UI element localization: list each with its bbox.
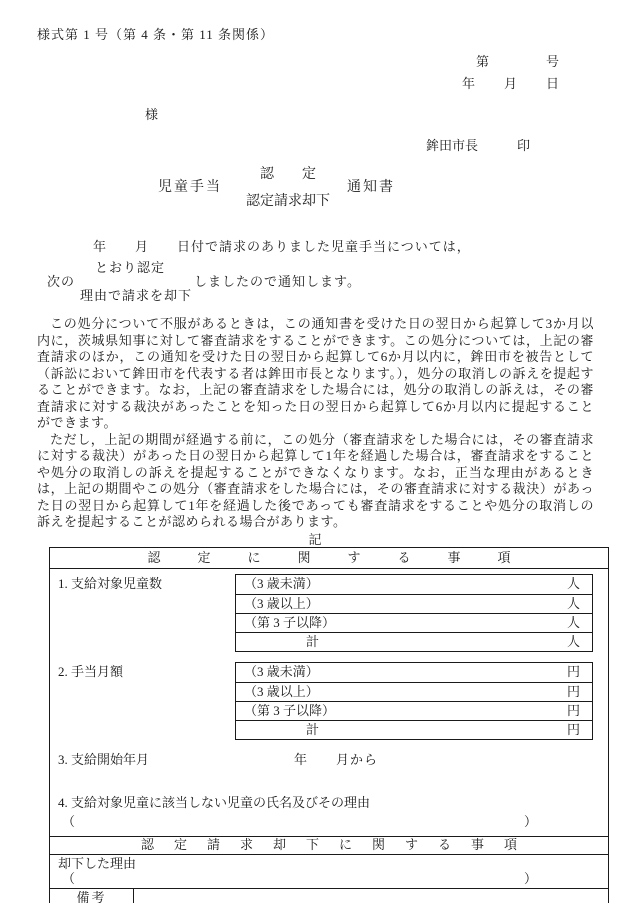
paren-close: ） xyxy=(523,870,537,886)
item-child-count xyxy=(50,574,608,652)
row-category: （3 歳未満） xyxy=(244,663,319,679)
legal-paragraph-2: ただし，上記の期間が経過する前に，この処分（審査請求をした場合には，その審査請求に対する裁決）があった日の翌日から起算して1年を経過した場合は，審査請求をすることや処分の取消しの訴えを提起することができなくなります。なお，正当な理由があるときは，上記の期間やこの処分（審査請求をした場合には，その審査請求に対する裁決）があった日の翌日から起算して1年を経過した後であっても審査請求をすることや処分の取消しの訴えを提起することが認められる場合があります。 xyxy=(37,431,594,529)
table-row xyxy=(236,613,592,632)
row-category: 計 xyxy=(306,633,320,649)
body-intro-line: 年 月 日付で請求のありました児童手当については， xyxy=(93,239,471,254)
row-category: （3 歳以上） xyxy=(244,595,319,611)
rejection-reason-blank xyxy=(50,871,537,886)
legal-paragraph-1: この処分について不服があるときは，この通知書を受けた日の翌日から起算して3か月以内に，茨城県知事に対して審査請求をすることができます。この処分については，上記の審査請求のほか，この通知を受けた日の翌日から起算して6か月以内に，鉾田市を被告として（訴訟において鉾田市を代表する者は鉾田市長となります。），処分の取消しの訴えを提起することができます。なお，上記の審査請求をした場合には，処分の取消しの訴えは，その審査請求に対する裁決があったことを知った日の翌日から起算して6か月以内に提起することができます。 xyxy=(37,316,594,430)
section2-header-text: 認定請求却下に関する事項 xyxy=(140,836,537,852)
seal-mark: 印 xyxy=(516,138,530,153)
title-prefix: 児童手当 xyxy=(158,180,222,195)
result-option-approval: とおり認定 xyxy=(95,259,166,275)
table-row xyxy=(236,663,592,682)
item3-value: 年 月から xyxy=(294,751,379,767)
row-unit: 円 xyxy=(566,702,580,718)
rejection-reason-cell xyxy=(50,855,608,889)
table-row-total xyxy=(236,632,592,651)
date-line: 年 月 日 xyxy=(461,76,560,91)
section1-header-text: 認定に関する事項 xyxy=(147,549,548,565)
remarks-label: 備考 xyxy=(50,889,134,903)
result-suffix: しましたので通知します。 xyxy=(194,273,361,289)
remarks-value xyxy=(134,889,608,903)
excluded-children-blank xyxy=(50,812,537,831)
notice-table xyxy=(49,547,609,903)
table-row xyxy=(236,701,592,720)
addressee-suffix: 様 xyxy=(145,107,159,122)
item3-label: 3. 支給開始年月 xyxy=(58,751,150,767)
item1-label: 1. 支給対象児童数 xyxy=(58,575,163,591)
section2-header xyxy=(50,836,608,855)
monthly-amount-subtable xyxy=(235,662,593,740)
result-prefix: 次の xyxy=(47,273,76,289)
row-unit: 円 xyxy=(566,663,580,679)
issuer-line xyxy=(0,135,630,154)
rejection-reason-label: 却下した理由 xyxy=(58,855,137,871)
title-option-rejection: 認定請求却下 xyxy=(246,193,330,209)
issuer-name: 鉾田市長 xyxy=(425,138,478,153)
remarks-row xyxy=(50,889,608,903)
paren-open: （ xyxy=(62,870,76,886)
row-unit: 人 xyxy=(566,575,580,591)
table-row xyxy=(236,682,592,701)
row-unit: 円 xyxy=(566,683,580,699)
title-suffix: 通知書 xyxy=(347,180,395,195)
row-category: （第 3 子以降） xyxy=(244,702,336,718)
row-category: （第 3 子以降） xyxy=(244,614,336,630)
row-unit: 円 xyxy=(566,721,580,737)
item-monthly-amount xyxy=(50,662,608,740)
doc-number-line: 第 号 xyxy=(475,54,560,69)
note-mark: 記 xyxy=(308,531,322,547)
row-unit: 人 xyxy=(566,595,580,611)
row-unit: 人 xyxy=(566,614,580,630)
table-row-total xyxy=(236,720,592,739)
item2-label: 2. 手当月額 xyxy=(58,663,124,679)
section1-header xyxy=(50,548,608,569)
title-option-stack xyxy=(246,163,330,210)
table-row xyxy=(236,594,592,613)
title-option-approval: 認 定 xyxy=(260,166,316,182)
document-title xyxy=(158,162,630,210)
row-category: （3 歳未満） xyxy=(244,575,319,591)
row-category: （3 歳以上） xyxy=(244,683,319,699)
result-option-stack xyxy=(80,257,192,304)
child-count-subtable xyxy=(235,574,593,652)
item-excluded-children-label: 4. 支給対象児童に該当しない児童の氏名及びその理由 xyxy=(58,794,371,810)
result-option-rejection: 理由で請求を却下 xyxy=(80,287,193,303)
body-result-line xyxy=(47,257,630,303)
table-row xyxy=(236,575,592,594)
paren-open: （ xyxy=(62,813,76,829)
paren-close: ） xyxy=(523,813,537,829)
item-payment-start xyxy=(50,750,608,769)
row-unit: 人 xyxy=(566,633,580,649)
row-category: 計 xyxy=(306,721,320,737)
section1-body xyxy=(50,569,608,836)
form-number: 様式第 1 号（第 4 条・第 11 条関係） xyxy=(37,27,275,42)
